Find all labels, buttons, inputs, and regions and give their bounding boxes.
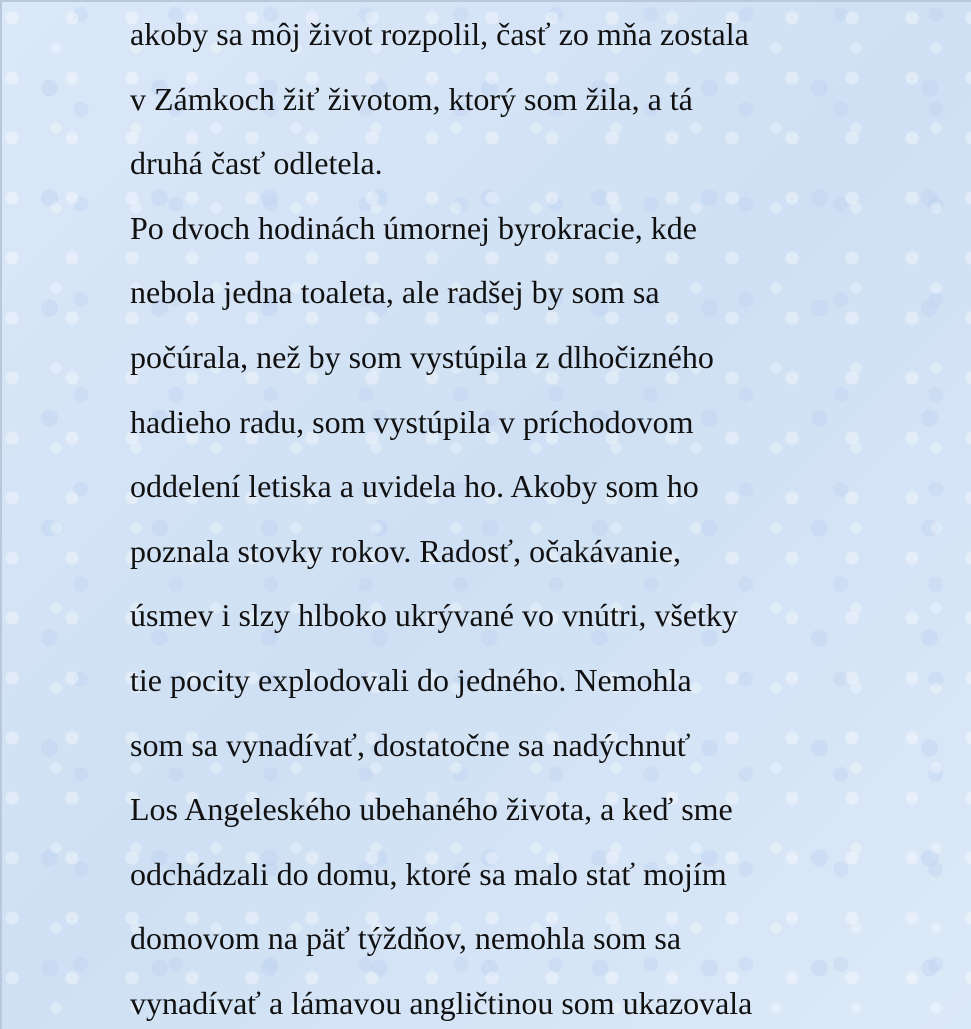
text-line: počúrala, než by som vystúpila z dlhočizného bbox=[130, 338, 714, 375]
text-line: úsmev i slzy hlboko ukrývané vo vnútri, všetky bbox=[130, 597, 738, 634]
text-line: vynadívať a lámavou angličtinou som ukazovala bbox=[130, 984, 753, 1021]
text-line: oddelení letiska a uvidela ho. Akoby som ho bbox=[130, 468, 699, 505]
document-body bbox=[130, 8, 965, 1029]
text-line: domovom na päť týždňov, nemohla som sa bbox=[130, 920, 682, 957]
text-line: Po dvoch hodinách úmornej byrokracie, kde bbox=[130, 209, 697, 246]
text-line: druhá časť odletela. bbox=[130, 145, 383, 182]
text-line: nebola jedna toaleta, ale radšej by som sa bbox=[130, 274, 660, 311]
text-line: hadieho radu, som vystúpila v príchodovom bbox=[130, 403, 694, 440]
text-line: Los Angeleského ubehaného života, a keď sme bbox=[130, 791, 733, 828]
text-line: akoby sa môj život rozpolil, časť zo mňa zostala bbox=[130, 16, 749, 52]
text-line: odchádzali do domu, ktoré sa malo stať mojím bbox=[130, 855, 727, 892]
text-line: tie pocity explodovali do jedného. Nemohla bbox=[130, 661, 692, 698]
text-line: poznala stovky rokov. Radosť, očakávanie, bbox=[130, 532, 681, 569]
text-line: v Zámkoch žiť životom, ktorý som žila, a tá bbox=[130, 80, 693, 117]
text-line: som sa vynadívať, dostatočne sa nadýchnuť bbox=[130, 726, 691, 763]
